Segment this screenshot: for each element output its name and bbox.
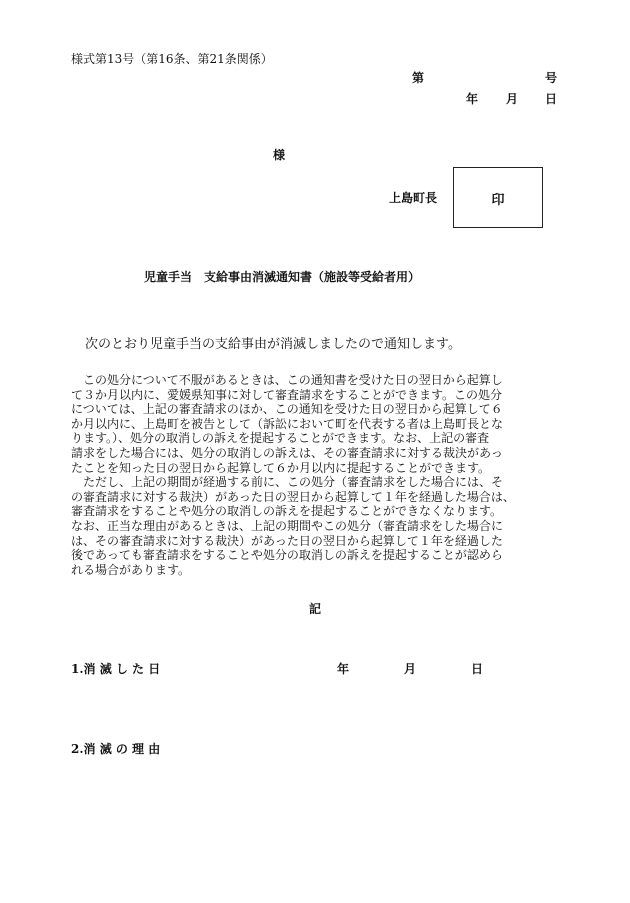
notice-line: れる場合があります。 xyxy=(71,562,191,577)
seal-label: 印 xyxy=(491,193,505,208)
ki-heading: 記 xyxy=(309,602,322,616)
date-month: 月 xyxy=(506,92,519,106)
notice-line: なお、正当な理由があるときは、上記の期間やこの処分（審査請求をした場合に xyxy=(71,518,504,533)
date-day: 日 xyxy=(545,92,558,106)
doc-number-suffix: 号 xyxy=(545,71,558,85)
notice-line: て３か月以内に、愛媛県知事に対して審査請求をすることができます。この処分 xyxy=(71,387,503,402)
notice-line: ただし、上記の期間が経過する前に、この処分（審査請求をした場合には、そ xyxy=(71,475,504,490)
appeal-notice xyxy=(71,373,515,577)
intro-text: 次のとおり児童手当の支給事由が消滅しましたので通知します。 xyxy=(85,337,461,352)
notice-line: 請求をした場合には、処分の取消しの訴えは、その審査請求に対する裁決があっ xyxy=(71,445,503,460)
notice-line: か月以内に、上島町を被告として（訴訟において町を代表する者は上島町長とな xyxy=(71,416,504,431)
notice-line: の審査請求に対する裁決）があった日の翌日から起算して１年を経過した場合は、 xyxy=(71,489,515,504)
document-title: 児童手当 支給事由消滅通知書（施設等受給者用） xyxy=(144,270,421,284)
notice-line: ります。）、処分の取消しの訴えを提起することができます。なお、上記の審査 xyxy=(71,431,490,446)
notice-line: たことを知った日の翌日から起算して６か月以内に提起することができます。 xyxy=(71,460,491,475)
doc-number-prefix: 第 xyxy=(412,71,425,85)
notice-line: は、その審査請求に対する裁決）があった日の翌日から起算して１年を経過した xyxy=(71,533,503,548)
item-date-year: 年 xyxy=(337,662,350,676)
date-year: 年 xyxy=(466,92,479,106)
notice-line: この処分について不服があるときは、この通知書を受けた日の翌日から起算し xyxy=(71,373,503,387)
addressee-suffix: 様 xyxy=(273,148,286,162)
notice-line: については、上記の審査請求のほか、この通知を受けた日の翌日から起算して６ xyxy=(71,402,503,417)
item-date-day: 日 xyxy=(471,662,484,676)
seal-box xyxy=(453,167,543,228)
item-reason-label: 2.消 滅 の 理 由 xyxy=(71,742,161,756)
form-number: 様式第13号（第16条、第21条関係） xyxy=(71,52,273,66)
notice-line: 後であっても審査請求をすることや処分の取消しの訴えを提起することが認めら xyxy=(71,548,503,563)
item-date-label: 1.消 滅 し た 日 xyxy=(71,662,161,676)
issuer-name: 上島町長 xyxy=(389,191,438,205)
notice-line: 審査請求をすることや処分の取消しの訴えを提起することができなくなります。 xyxy=(71,504,503,519)
item-date-month: 月 xyxy=(404,662,417,676)
